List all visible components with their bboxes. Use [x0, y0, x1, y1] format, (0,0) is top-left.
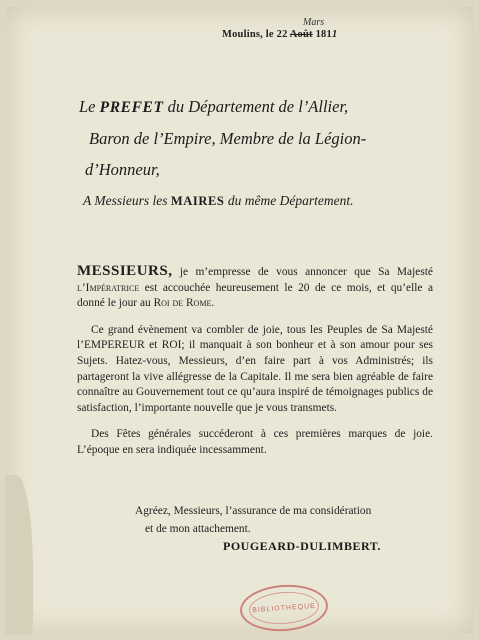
prefet-line-3: d’Honneur,	[85, 160, 160, 179]
struck-month: Août	[289, 29, 313, 40]
document-sheet	[7, 7, 473, 633]
prefet-line-2: Baron de l’Empire, Membre de la Légion-	[89, 129, 367, 148]
signature: POUGEARD-DULIMBERT.	[223, 539, 381, 553]
prefet-title: PREFET	[99, 99, 164, 116]
paragraph-2: Ce grand évènement va combler de joie, tous les Peuples de Sa Majesté l’EMPEREUR et ROI; il manquait à son bonheur et à son amour pour ses Sujets. Hatez-vous, Messieurs, d’en faire part à vos Administrés; ils partageront la vive allégresse de la Capitale. Il me sera bien agréable de faire connaître au Gouvernement tout ce qu’aura inspiré de témoignages publics de satisfaction, l’importante nouvelle que je vous transmets.	[77, 323, 433, 414]
stamp-inner	[248, 590, 320, 627]
torn-edge	[5, 475, 33, 635]
dateline	[222, 29, 337, 40]
prefet-line-1: Le PREFET du Département de l’Allier,	[79, 97, 349, 116]
year-printed: 181	[315, 29, 332, 40]
letter-body	[77, 264, 433, 470]
date-prefix: Moulins, le 22	[222, 29, 288, 40]
closing-formula: Agréez, Messieurs, l’assurance de ma considération et de mon attachement.	[135, 505, 372, 535]
stamp-text: BIBLIOTHEQUE	[251, 602, 317, 614]
paragraph-1: MESSIEURS, je m’empresse de vous annoncer que Sa Majesté l’Impératrice est accouchée heureusement le 20 de ce mois, et qu’elle a donné le jour au Roi de Rome.	[77, 263, 433, 310]
library-stamp	[239, 582, 330, 634]
salutation: MESSIEURS,	[77, 263, 173, 279]
paragraph-3: Des Fêtes générales succéderont à ces premières marques de joie. L’époque en sera indiquée incessamment.	[77, 428, 433, 456]
prefet-heading	[79, 91, 459, 185]
address-line: A Messieurs les MAIRES du même Département.	[83, 193, 354, 208]
handwritten-digit: 1	[331, 29, 338, 40]
handwritten-month: Mars	[303, 17, 325, 28]
